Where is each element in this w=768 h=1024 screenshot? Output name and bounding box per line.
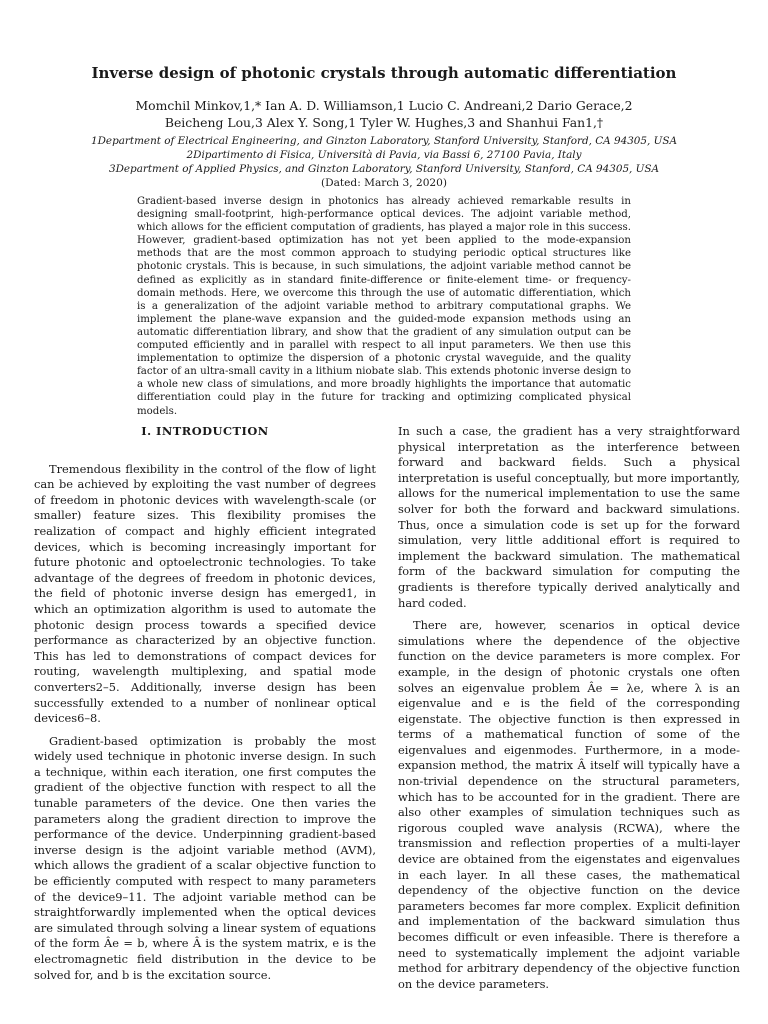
abstract: Gradient-based inverse design in photonics has already achieved remarkable results in designing small-footprint, high-performance optical devices. The adjoint variable method, which allows for the efficient computation of gradients, has played a major role in this success. However, gradient-based optimization has not yet been applied to the mode-expansion methods that are the most common approach to studying periodic optical structures like photonic crystals. This is because, in such simulations, the adjoint variable method cannot be defined as explicitly as in standard finite-difference or finite-element time- or frequency-domain methods. Here, we overcome this through the use of automatic differentiation, which is a generalization of the adjoint variable method to arbitrary computational graphs. We implement the plane-wave expansion and the guided-mode expansion methods using an automatic differentiation library, and show that the gradient of any simulation output can be computed efficiently and in parallel with respect to all input parameters. We then use this implementation to optimize the dispersion of a photonic crystal waveguide, and the quality factor of an ultra-small cavity in a lithium niobate slab. This extends photonic inverse design to a whole new class of simulations, and more broadly highlights the importance that automatic differentiation could play in the future for tracking and optimizing complicated physical models. bbox=[137, 196, 631, 417]
paragraph-intro-3: In such a case, the gradient has a very straightforward physical interpretation as the interference between forward and backward fields. Such a physical interpretation is useful conceptually, but more importantly, allows for the numerical implementation to use the same solver for both the forward and backward simulations. Thus, once a simulation code is set up for the forward simulation, very little additional effort is required to implement the backward simulation. The mathematical form of the backward simulation for computing the gradients is therefore typically derived analytically and hard coded. bbox=[398, 424, 740, 610]
affiliation-1: 1Department of Electrical Engineering, and Ginzton Laboratory, Stanford University, Stanford, CA 94305, USA bbox=[90, 135, 678, 147]
paragraph-intro-4: There are, however, scenarios in optical device simulations where the dependence of the objective function on the device parameters is more complex. For example, in the design of photonic crystals one often solves an eigenvalue problem Âe = λe, where λ is an eigenvalue and e is the field of the corresponding eigenstate. The objective function is then expressed in terms of a mathematical function of some of the eigenvalues and eigenmodes. Furthermore, in a mode-expansion method, the matrix Â itself will typically have a non-trivial dependence on the structural parameters, which has to be accounted for in the gradient. There are also other examples of simulation techniques such as rigorous coupled wave analysis (RCWA), where the transmission and reflection properties of a multi-layer device are obtained from the eigenstates and eigenvalues in each layer. In all these cases, the mathematical dependency of the objective function on the device parameters becomes far more complex. Explicit definition and implementation of the backward simulation thus becomes difficult or even infeasible. There is therefore a need to systematically implement the adjoint variable method for arbitrary dependency of the objective function on the device parameters. bbox=[398, 618, 740, 991]
paragraph-intro-1: Tremendous flexibility in the control of the flow of light can be achieved by exploiting the vast number of degrees of freedom in photonic devices with wavelength-scale (or smaller) feature sizes. This flexibility promises the realization of compact and highly efficient integrated devices, which is becoming increasingly important for future photonic and optoelectronic technologies. To take advantage of the degrees of freedom in photonic devices, the field of photonic inverse design has emerged1, in which an optimization algorithm is used to automate the photonic design process towards a specified device performance as characterized by an objective function. This has led to demonstrations of compact devices for routing, wavelength multiplexing, and spatial mode converters2–5. Additionally, inverse design has been successfully extended to a number of nonlinear optical devices6–8. bbox=[34, 461, 376, 726]
author-line-2: Beicheng Lou,3 Alex Y. Song,1 Tyler W. Hughes,3 and Shanhui Fan1,† bbox=[164, 115, 604, 130]
left-column bbox=[34, 422, 376, 990]
affiliation-2: 2Dipartimento di Fisica, Università di Pavia, via Bassi 6, 27100 Pavia, Italy bbox=[186, 149, 582, 161]
affiliation-3: 3Department of Applied Physics, and Ginzton Laboratory, Stanford University, Stanford, CA 94305, USA bbox=[108, 163, 660, 175]
right-column bbox=[398, 424, 740, 999]
author-list bbox=[60, 97, 708, 131]
author-line-1: Momchil Minkov,1,* Ian A. D. Williamson,1 Lucio C. Andreani,2 Dario Gerace,2 bbox=[135, 98, 633, 113]
date-line: (Dated: March 3, 2020) bbox=[320, 177, 448, 189]
paper-title: Inverse design of photonic crystals through automatic differentiation bbox=[91, 64, 677, 82]
affiliations bbox=[40, 134, 728, 176]
paragraph-intro-2: Gradient-based optimization is probably the most widely used technique in photonic inverse design. In such a technique, within each iteration, one first computes the gradient of the objective function with respect to all the tunable parameters of the device. One then varies the parameters along the gradient direction to improve the performance of the device. Underpinning gradient-based inverse design is the adjoint variable method (AVM), which allows the gradient of a scalar objective function to be efficiently computed with respect to many parameters of the device9–11. The adjoint variable method can be straightforwardly implemented when the optical devices are simulated through solving a linear system of equations of the form Âe = b, where Â is the system matrix, e is the electromagnetic field distribution in the device to be solved for, and b is the excitation source. bbox=[34, 733, 376, 982]
section-heading: I. INTRODUCTION bbox=[141, 424, 269, 438]
